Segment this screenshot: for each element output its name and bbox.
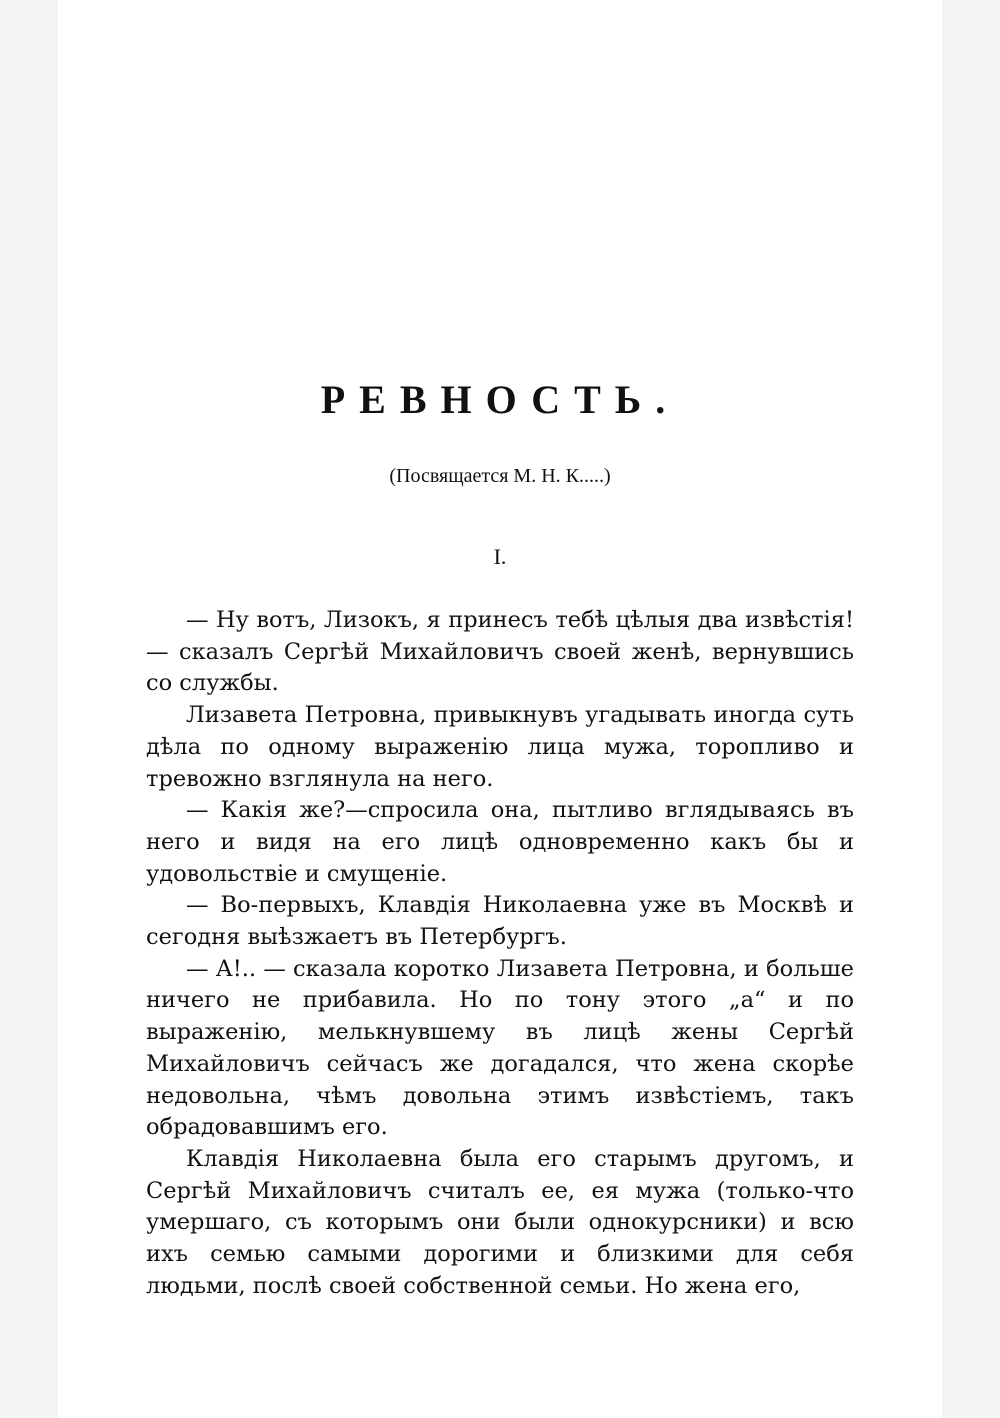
chapter-number: I. [493, 544, 507, 569]
dedication: (Посвящается М. Н. К.....) [389, 465, 611, 487]
paragraph: Лизавета Петровна, привыкнувъ угадывать иногда суть дѣла по одному выраженію лица мужа, торопливо и тревожно взглянула на него. [146, 702, 854, 792]
paragraph: Клавдія Николаевна была его старымъ другомъ, и Сергѣй Михайловичъ считалъ ее, ея мужа (только-что умершаго, съ которымъ они были однокурсники) и всю ихъ семью самыми дорогими и близкими для себя людьми, послѣ своей собственной семьи. Но жена его, [146, 1145, 854, 1299]
book-page [58, 0, 942, 1418]
paragraph: — А!.. — сказала коротко Лизавета Петровна, и больше ничего не прибавила. Но по тону этого „а“ и по выраженію, мелькнувшему въ лицѣ жены Сергѣй Михайловичъ сейчасъ же догадался, что жена скорѣе недовольна, чѣмъ довольна этимъ извѣстіемъ, такъ обрадовавшимъ его. [146, 955, 854, 1141]
story-text [146, 605, 854, 1302]
paragraph: — Какія же?—спросила она, пытливо вглядываясь въ него и видя на его лицѣ одновременно какъ бы и удовольствіе и смущеніе. [146, 797, 854, 887]
paragraph: — Ну вотъ, Лизокъ, я принесъ тебѣ цѣлыя два извѣстія! — сказалъ Сергѣй Михайловичъ своей женѣ, вернувшись со службы. [146, 607, 854, 697]
paragraph: — Во-первыхъ, Клавдія Николаевна уже въ Москвѣ и сегодня выѣзжаетъ въ Петербургъ. [146, 892, 854, 951]
story-title: РЕВНОСТЬ. [320, 377, 680, 422]
